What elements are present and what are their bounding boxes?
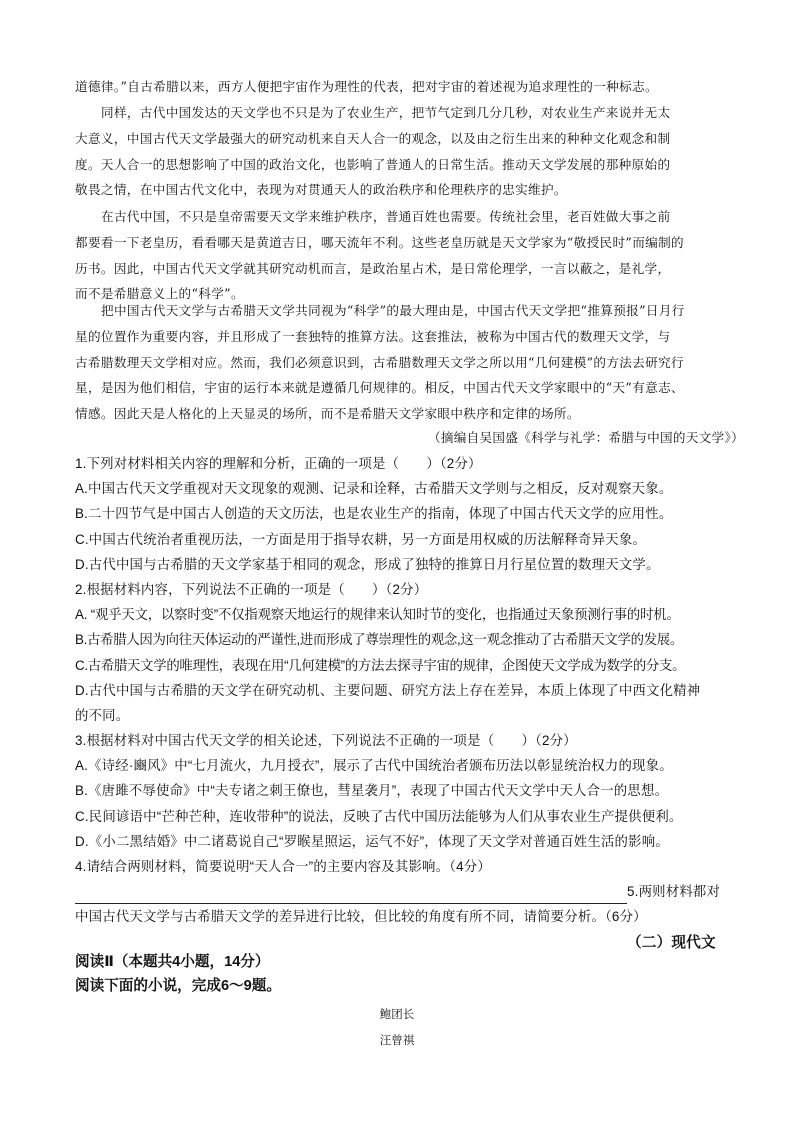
question-2-stem: 2.根据材料内容，下列说法不正确的一项是（ ）（2分） [75,581,428,597]
question-3-option-b: B.《唐雎不辱使命》中“夫专诸之刺王僚也，彗星袭月”，表现了中国古代天文学中天人合一的思想。 [75,783,669,799]
question-5-stem-start: 5.两则材料都对 [627,884,721,900]
questions-block [75,451,730,955]
question-1-stem: 1.下列对材料相关内容的理解和分析，正确的一项是（ ）（2分） [75,456,482,471]
reading-2-heading: 阅读Ⅱ（本题共4小题，14分） [75,954,270,970]
passage-line: 大意义，中国古代天文学最强大的研究动机来自天人合一的观念，以及由之衍生出来的种种文化观念和制 [75,130,671,146]
question-1-option-a: A.中国古代天文学重视对天文现象的观测、记录和诠释，古希腊天文学则与之相反，反对观察天象。 [75,481,673,497]
passage-paragraph-2 [75,204,725,307]
passage-line: 都要看一下老皇历，看看哪天是黄道吉日，哪天流年不利。这些老皇历就是天文学家为“敬授民时”而编制的 [75,234,684,250]
question-2-option-d: D.古代中国与古希腊的天文学在研究动机、主要问题、研究方法上存在差异，本质上体现了中西文化精神 [75,682,701,698]
passage-line: 历书。因此，中国古代天文学就其研究动机而言，是政治星占术，是日常伦理学，一言以蔽之，是礼学， [75,260,671,276]
question-2-option-b: B.古希腊人因为向往天体运动的严谨性,进而形成了尊崇理性的观念,这一观念推动了古希腊天文学的发展。 [75,632,683,648]
question-3-option-a: A.《诗经·豳风》中“七月流火，九月授衣”，展示了古代中国统治者颁布历法以彰显统治权力的现象。 [75,758,673,774]
question-5-first-line [75,879,730,904]
passage-line: 在古代中国，不只是皇帝需要天文学来维护秩序，普通百姓也需要。传统社会里，老百姓做大事之前 [101,209,671,224]
reading-2-instruction: 阅读下面的小说，完成6～9题。 [75,978,281,994]
passage-line: 星的位置作为重要内容，并且形成了一套独特的推算方法。这套推法，被称为中国古代的数理天文学，与 [75,328,671,344]
passage-line: 度。天人合一的思想影响了中国的政治文化，也影响了普通人的日常生活。推动天文学发展的那种原始的 [75,156,671,172]
passage-line: 同样，古代中国发达的天文学也不只是为了农业生产，把节气定到几分几秒，对农业生产来说并无太 [101,105,671,120]
passage-line: 情感。因此天是人格化的上天显灵的场所，而不是希腊天文学家眼中秩序和定律的场所。 [75,406,580,422]
question-1-option-b: B.二十四节气是中国古人创造的天文历法，也是农业生产的指南，体现了中国古代天文学的应用性。 [75,506,673,522]
story-author: 汪曾祺 [379,1033,415,1047]
passage-line: 星，是因为他们相信，宇宙的运行本来就是遵循几何规律的。相反，中国古代天文学家眼中的“天”有意志、 [75,380,684,396]
passage-source: （摘编自吴国盛《科学与礼学：希腊与中国的天文学》） [427,430,744,445]
passage-paragraph-0 [75,74,725,100]
passage-paragraph-3 [75,298,725,427]
story-title: 鲍团长 [379,1007,415,1021]
passage-line: 把中国古代天文学与古希腊天文学共同视为“科学”的最大理由是，中国古代天文学把“推算预报”日月行 [101,303,685,318]
question-3-option-c: C.民间谚语中“芒种芒种，连收带种”的说法，反映了古代中国历法能够为人们从事农业生产提供便利。 [75,808,683,824]
question-2-option-a: A. “观乎天文，以察时变”不仅指观察天地运行的规律来认知时节的变化，也指通过天象预测行事的时机。 [75,607,680,623]
question-1-option-d: D.古代中国与古希腊的天文学家基于相同的观念，形成了独特的推算日月行星位置的数理天文学。 [75,556,660,572]
passage-line: 而不是希腊意义上的“科学”。 [75,286,244,302]
passage-paragraph-1 [75,100,725,203]
question-2-option-c: C.古希腊天文学的唯理性，表现在用“几何建模”的方法去探寻宇宙的规律，企图使天文学成为数学的分支。 [75,657,686,673]
section-heading-modern: （二）现代文 [627,934,716,951]
passage-line: 敬畏之情，在中国古代文化中，表现为对贯通天人的政治秩序和伦理秩序的忠实维护。 [75,182,567,198]
question-1-option-c: C.中国古代统治者重视历法，一方面是用于指导农耕，另一方面是用权威的历法解释奇异天象。 [75,531,647,547]
question-3-option-d: D.《小二黑结婚》中二诸葛说自己“罗睺星照运，运气不好”，体现了天文学对普通百姓生活的影响。 [75,833,669,849]
answer-line[interactable] [75,889,627,904]
question-3-stem: 3.根据材料对中国古代天文学的相关论述，下列说法不正确的一项是（ ）（2分） [75,733,577,749]
question-4-stem: 4.请结合两则材料，简要说明“天人合一”的主要内容及其影响。（4分） [75,859,491,874]
passage-line: 古希腊数理天文学相对应。然而，我们必须意识到，古希腊数理天文学之所以用“几何建模”的方法去研究行 [75,354,684,370]
question-2-option-d-cont: 的不同。 [75,707,130,723]
question-5-stem: 中国古代天文学与古希腊天文学的差异进行比较，但比较的角度有所不同，请简要分析。（6分） [75,909,647,925]
passage-line: 道德律。”自古希腊以来，西方人便把宇宙作为理性的代表，把对宇宙的着述视为追求理性的一种标志。 [75,79,658,94]
